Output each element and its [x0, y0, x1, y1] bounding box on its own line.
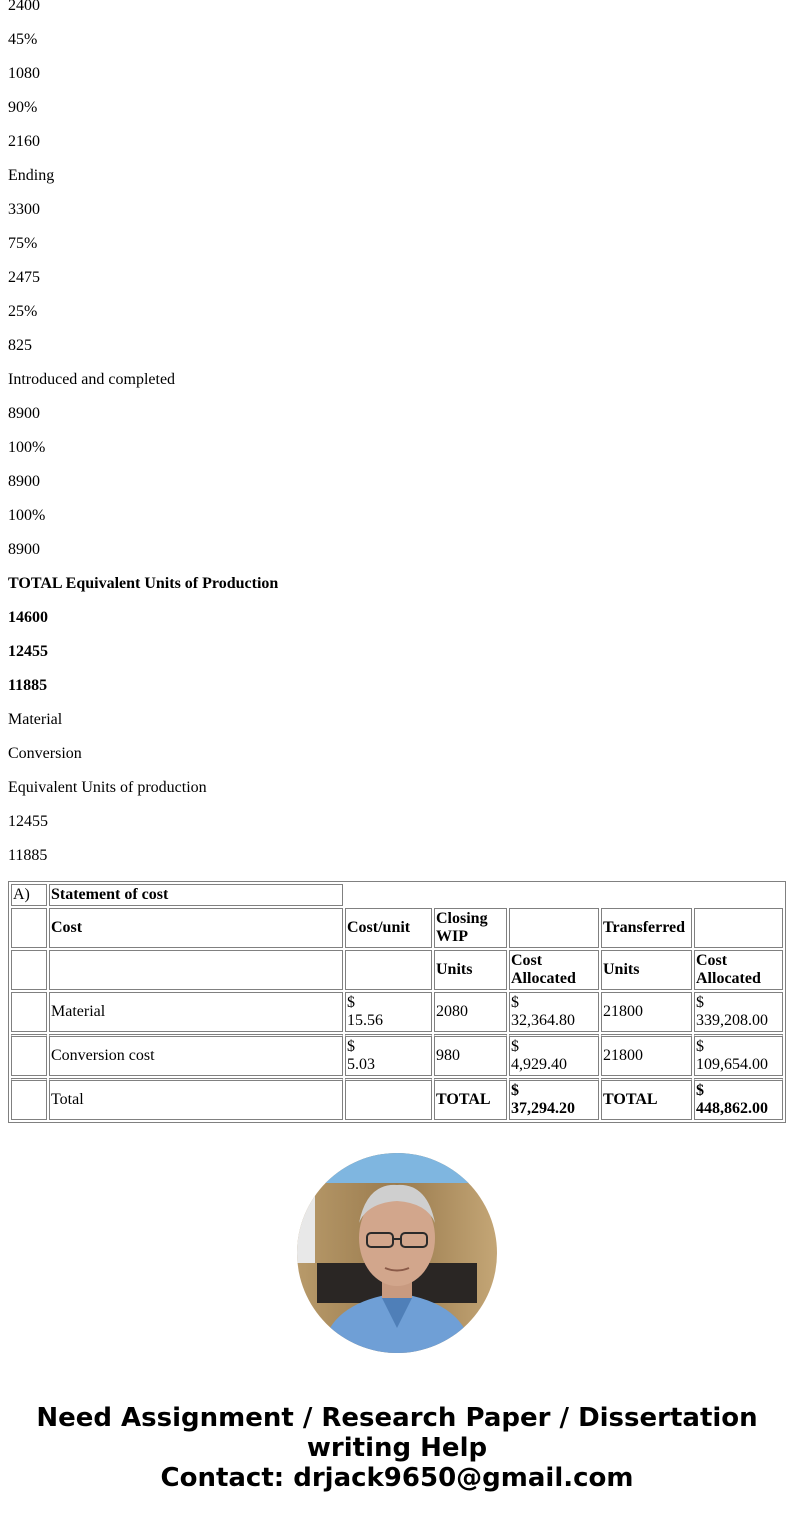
statement-of-cost-table [8, 881, 786, 1123]
table-title: Statement of cost [49, 884, 343, 906]
subheader-cost-allocated: Cost Allocated [694, 950, 783, 990]
text-line: 90% [8, 99, 38, 116]
text-line: 14600 [8, 609, 48, 626]
text-line: Ending [8, 167, 55, 184]
text-line: 100% [8, 439, 46, 456]
promo-contact: Contact: drjack9650@gmail.com [160, 1463, 634, 1493]
wip-units-cell: 2080 [434, 992, 507, 1032]
total-name: Total [49, 1078, 343, 1120]
subheader-units: Units [601, 950, 692, 990]
text-line: 8900 [8, 405, 40, 422]
text-line: 11885 [8, 847, 48, 864]
table-row [11, 1034, 783, 1076]
wip-total-label: TOTAL [434, 1078, 507, 1120]
text-line: Equivalent Units of production [8, 779, 207, 796]
header-cost-unit: Cost/unit [345, 908, 432, 948]
promo-line-2: writing Help [306, 1433, 488, 1463]
text-line: 11885 [8, 677, 48, 694]
text-line: 2160 [8, 133, 40, 150]
text-line: Conversion [8, 745, 82, 762]
subheader-units: Units [434, 950, 507, 990]
wip-total-cost: $ 37,294.20 [509, 1078, 599, 1120]
table-title-row [11, 884, 783, 906]
total-row [11, 1078, 783, 1120]
calculation-lines [8, 0, 786, 870]
text-line: 1080 [8, 65, 40, 82]
subheader-cost-allocated: Cost Allocated [509, 950, 599, 990]
transferred-cost-cell: $ 109,654.00 [694, 1034, 783, 1076]
cost-unit-cell: $ 15.56 [345, 992, 432, 1032]
wip-units-cell: 980 [434, 1034, 507, 1076]
text-line: 8900 [8, 473, 40, 490]
transferred-total-label: TOTAL [601, 1078, 692, 1120]
wip-cost-cell: $ 32,364.80 [509, 992, 599, 1032]
transferred-units-cell: 21800 [601, 1034, 692, 1076]
section-label: A) [11, 884, 47, 906]
author-avatar [297, 1153, 497, 1353]
transferred-total-cost: $ 448,862.00 [694, 1078, 783, 1120]
promo-banner [0, 1403, 794, 1493]
text-line: 2400 [8, 0, 40, 14]
person-photo-icon [297, 1153, 497, 1353]
text-line: Material [8, 711, 63, 728]
table-row [11, 992, 783, 1032]
text-line: 825 [8, 337, 32, 354]
header-transferred: Transferred [601, 908, 692, 948]
header-row [11, 908, 783, 948]
text-line: 12455 [8, 813, 48, 830]
text-line: 25% [8, 303, 38, 320]
header-cost: Cost [49, 908, 343, 948]
wip-cost-cell: $ 4,929.40 [509, 1034, 599, 1076]
cost-unit-cell: $ 5.03 [345, 1034, 432, 1076]
text-line: 45% [8, 31, 38, 48]
transferred-units-cell: 21800 [601, 992, 692, 1032]
text-line: 3300 [8, 201, 40, 218]
text-line: 8900 [8, 541, 40, 558]
text-line: 100% [8, 507, 46, 524]
row-name: Material [49, 992, 343, 1032]
text-line: 2475 [8, 269, 40, 286]
row-name: Conversion cost [49, 1034, 343, 1076]
text-line: Introduced and completed [8, 371, 176, 388]
promo-line-1: Need Assignment / Research Paper / Dissertation [36, 1403, 758, 1433]
subheader-row [11, 950, 783, 990]
text-line: 12455 [8, 643, 48, 660]
transferred-cost-cell: $ 339,208.00 [694, 992, 783, 1032]
text-line: 75% [8, 235, 38, 252]
text-line: TOTAL Equivalent Units of Production [8, 575, 279, 592]
header-closing-wip: Closing WIP [434, 908, 507, 948]
